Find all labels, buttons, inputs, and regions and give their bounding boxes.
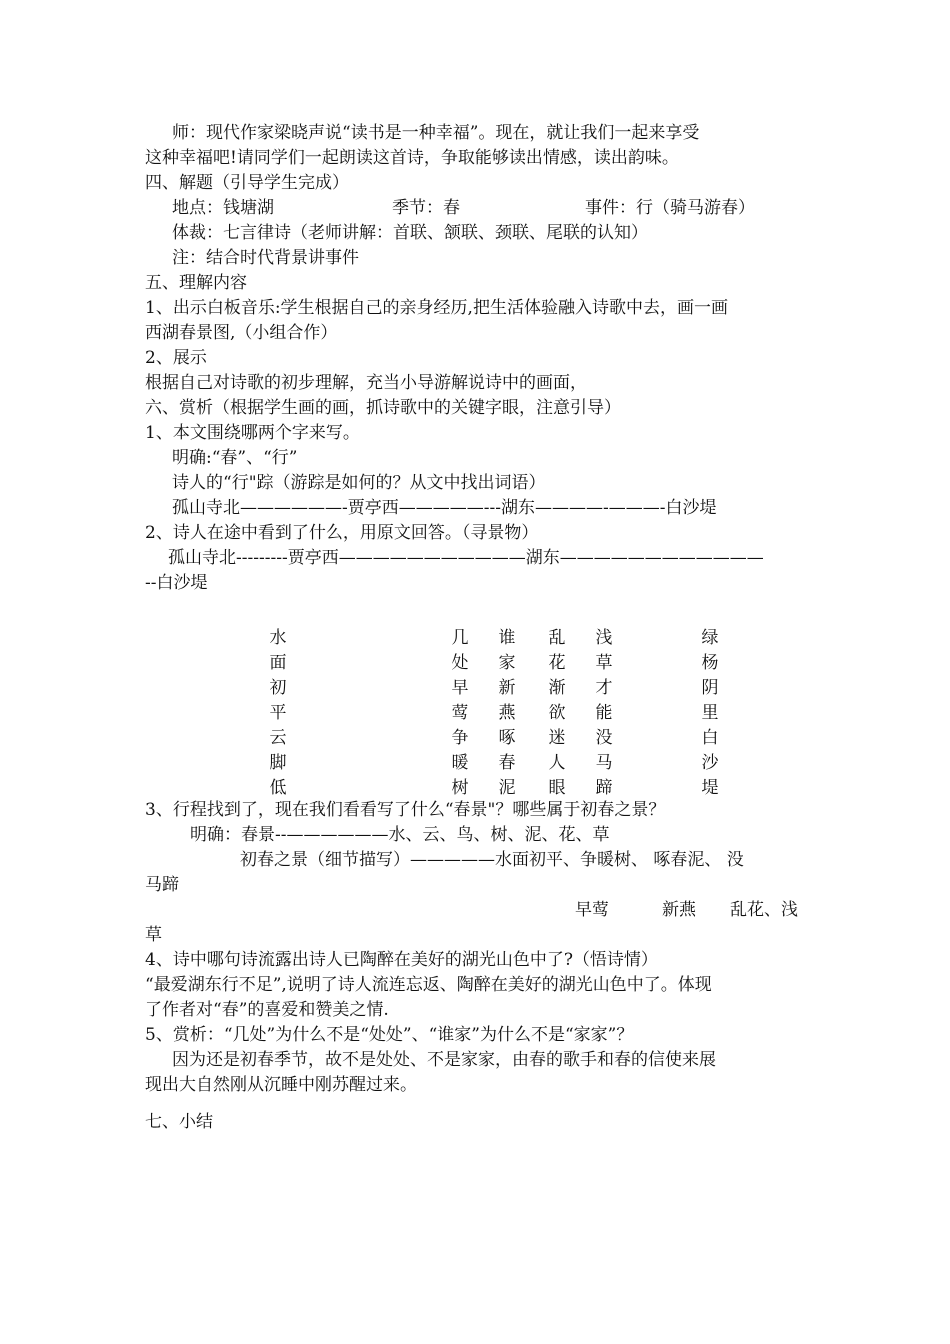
answer-4-line-1: “最爱湖东行不足”,说明了诗人流连忘返、陶醉在美好的湖光山色中了。体现: [145, 975, 712, 995]
early-spring-line-cont: 马蹄: [145, 875, 179, 895]
grid-char: 杨: [701, 653, 719, 673]
item-2-text: 根据自己对诗歌的初步理解，充当小导游解说诗中的画面，: [145, 373, 587, 393]
event-text: 事件：行（骑马游春）: [585, 198, 755, 218]
grid-char: 花: [548, 653, 566, 673]
grid-char: 处: [451, 653, 469, 673]
grid-char: 白: [701, 728, 719, 748]
grid-char: 水: [269, 628, 287, 648]
answer-1: 明确:“春”、“行”: [172, 448, 298, 468]
teacher-intro-line-1: 师：现代作家梁晓声说“读书是一种幸福”。现在，就让我们一起来享受: [172, 123, 700, 143]
question-5: 5、赏析：“几处”为什么不是“处处”、“谁家”为什么不是“家家”？: [145, 1025, 634, 1045]
grid-char: 泥: [498, 778, 516, 798]
grid-char: 脚: [269, 753, 287, 773]
season-text: 季节：春: [392, 198, 460, 218]
question-4: 4、诗中哪句诗流露出诗人已陶醉在美好的湖光山色中了?（悟诗情）: [145, 950, 658, 970]
genre-text: 体裁：七言律诗（老师讲解：首联、颔联、颈联、尾联的认知）: [172, 223, 648, 243]
grid-char: 云: [269, 728, 287, 748]
route-line: 孤山寺北——————-贾亭西—————---湖东————-———-白沙堤: [172, 498, 717, 518]
grid-char: 啄: [498, 728, 516, 748]
grid-char: 浅: [595, 628, 613, 648]
grid-char: 早: [451, 678, 469, 698]
grid-char: 沙: [701, 753, 719, 773]
grid-char: 乱: [548, 628, 566, 648]
grid-char: 阴: [701, 678, 719, 698]
grid-char: 马: [595, 753, 613, 773]
answer-3: 明确：春景--——————水、云、鸟、树、泥、花、草: [190, 825, 610, 845]
answer-5-line-2: 现出大自然刚从沉睡中刚苏醒过来。: [145, 1075, 417, 1095]
grid-char: 几: [451, 628, 469, 648]
grid-char: 能: [595, 703, 613, 723]
section-6-heading: 六、赏析（根据学生画的画，抓诗歌中的关键字眼，注意引导）: [145, 398, 621, 418]
early-orioles: 早莺: [575, 900, 609, 920]
grid-char: 树: [451, 778, 469, 798]
section-5-heading: 五、理解内容: [145, 273, 247, 293]
grid-char: 没: [595, 728, 613, 748]
teacher-intro-line-2: 这种幸福吧!请同学们一起朗读这首诗，争取能够读出情感，读出韵味。: [145, 148, 679, 168]
route-prompt: 诗人的“行"踪（游踪是如何的？从文中找出词语）: [172, 473, 546, 493]
answer-4-line-2: 了作者对“春”的喜爱和赞美之情.: [145, 1000, 389, 1020]
grid-char: 里: [701, 703, 719, 723]
grid-char: 燕: [498, 703, 516, 723]
route-line-2: 孤山寺北---------贾亭西———————————湖东————————————: [168, 548, 764, 568]
grid-char: 迷: [548, 728, 566, 748]
section-7-heading: 七、小结: [145, 1112, 213, 1132]
location-text: 地点：钱塘湖: [172, 198, 274, 218]
grid-char: 蹄: [595, 778, 613, 798]
grid-char: 眼: [548, 778, 566, 798]
grid-char: 争: [451, 728, 469, 748]
note-text: 注：结合时代背景讲事件: [172, 248, 359, 268]
section-4-heading: 四、解题（引导学生完成）: [145, 173, 349, 193]
grid-char: 谁: [498, 628, 516, 648]
grid-char: 堤: [701, 778, 719, 798]
grid-char: 欲: [548, 703, 566, 723]
item-1-line-2: 西湖春景图,（小组合作）: [145, 323, 338, 343]
flowers-grass: 乱花、浅: [730, 900, 798, 920]
grid-char: 莺: [451, 703, 469, 723]
grid-char: 初: [269, 678, 287, 698]
grid-char: 渐: [548, 678, 566, 698]
grid-char: 才: [595, 678, 613, 698]
grid-char: 人: [548, 753, 566, 773]
grid-char: 春: [498, 753, 516, 773]
grid-char: 低: [269, 778, 287, 798]
grid-char: 面: [269, 653, 287, 673]
route-line-2-cont: --白沙堤: [145, 573, 208, 593]
new-swallows: 新燕: [662, 900, 696, 920]
grid-char: 绿: [701, 628, 719, 648]
grid-char: 草: [595, 653, 613, 673]
grid-char: 暖: [451, 753, 469, 773]
grid-char: 家: [498, 653, 516, 673]
question-1: 1、本文围绕哪两个字来写。: [145, 423, 360, 443]
item-1-line-1: 1、出示白板音乐:学生根据自己的亲身经历,把生活体验融入诗歌中去，画一画: [145, 298, 728, 318]
question-2: 2、诗人在途中看到了什么，用原文回答。（寻景物）: [145, 523, 539, 543]
item-2-heading: 2、展示: [145, 348, 207, 368]
early-spring-line: 初春之景（细节描写）—————水面初平、争暖树、 啄春泥、 没: [240, 850, 744, 870]
grid-char: 新: [498, 678, 516, 698]
grass-cont: 草: [145, 925, 162, 945]
question-3: 3、行程找到了，现在我们看看写了什么“春景"？哪些属于初春之景？: [145, 800, 666, 820]
answer-5-line-1: 因为还是初春季节，故不是处处、不是家家，由春的歌手和春的信使来展: [172, 1050, 716, 1070]
grid-char: 平: [269, 703, 287, 723]
